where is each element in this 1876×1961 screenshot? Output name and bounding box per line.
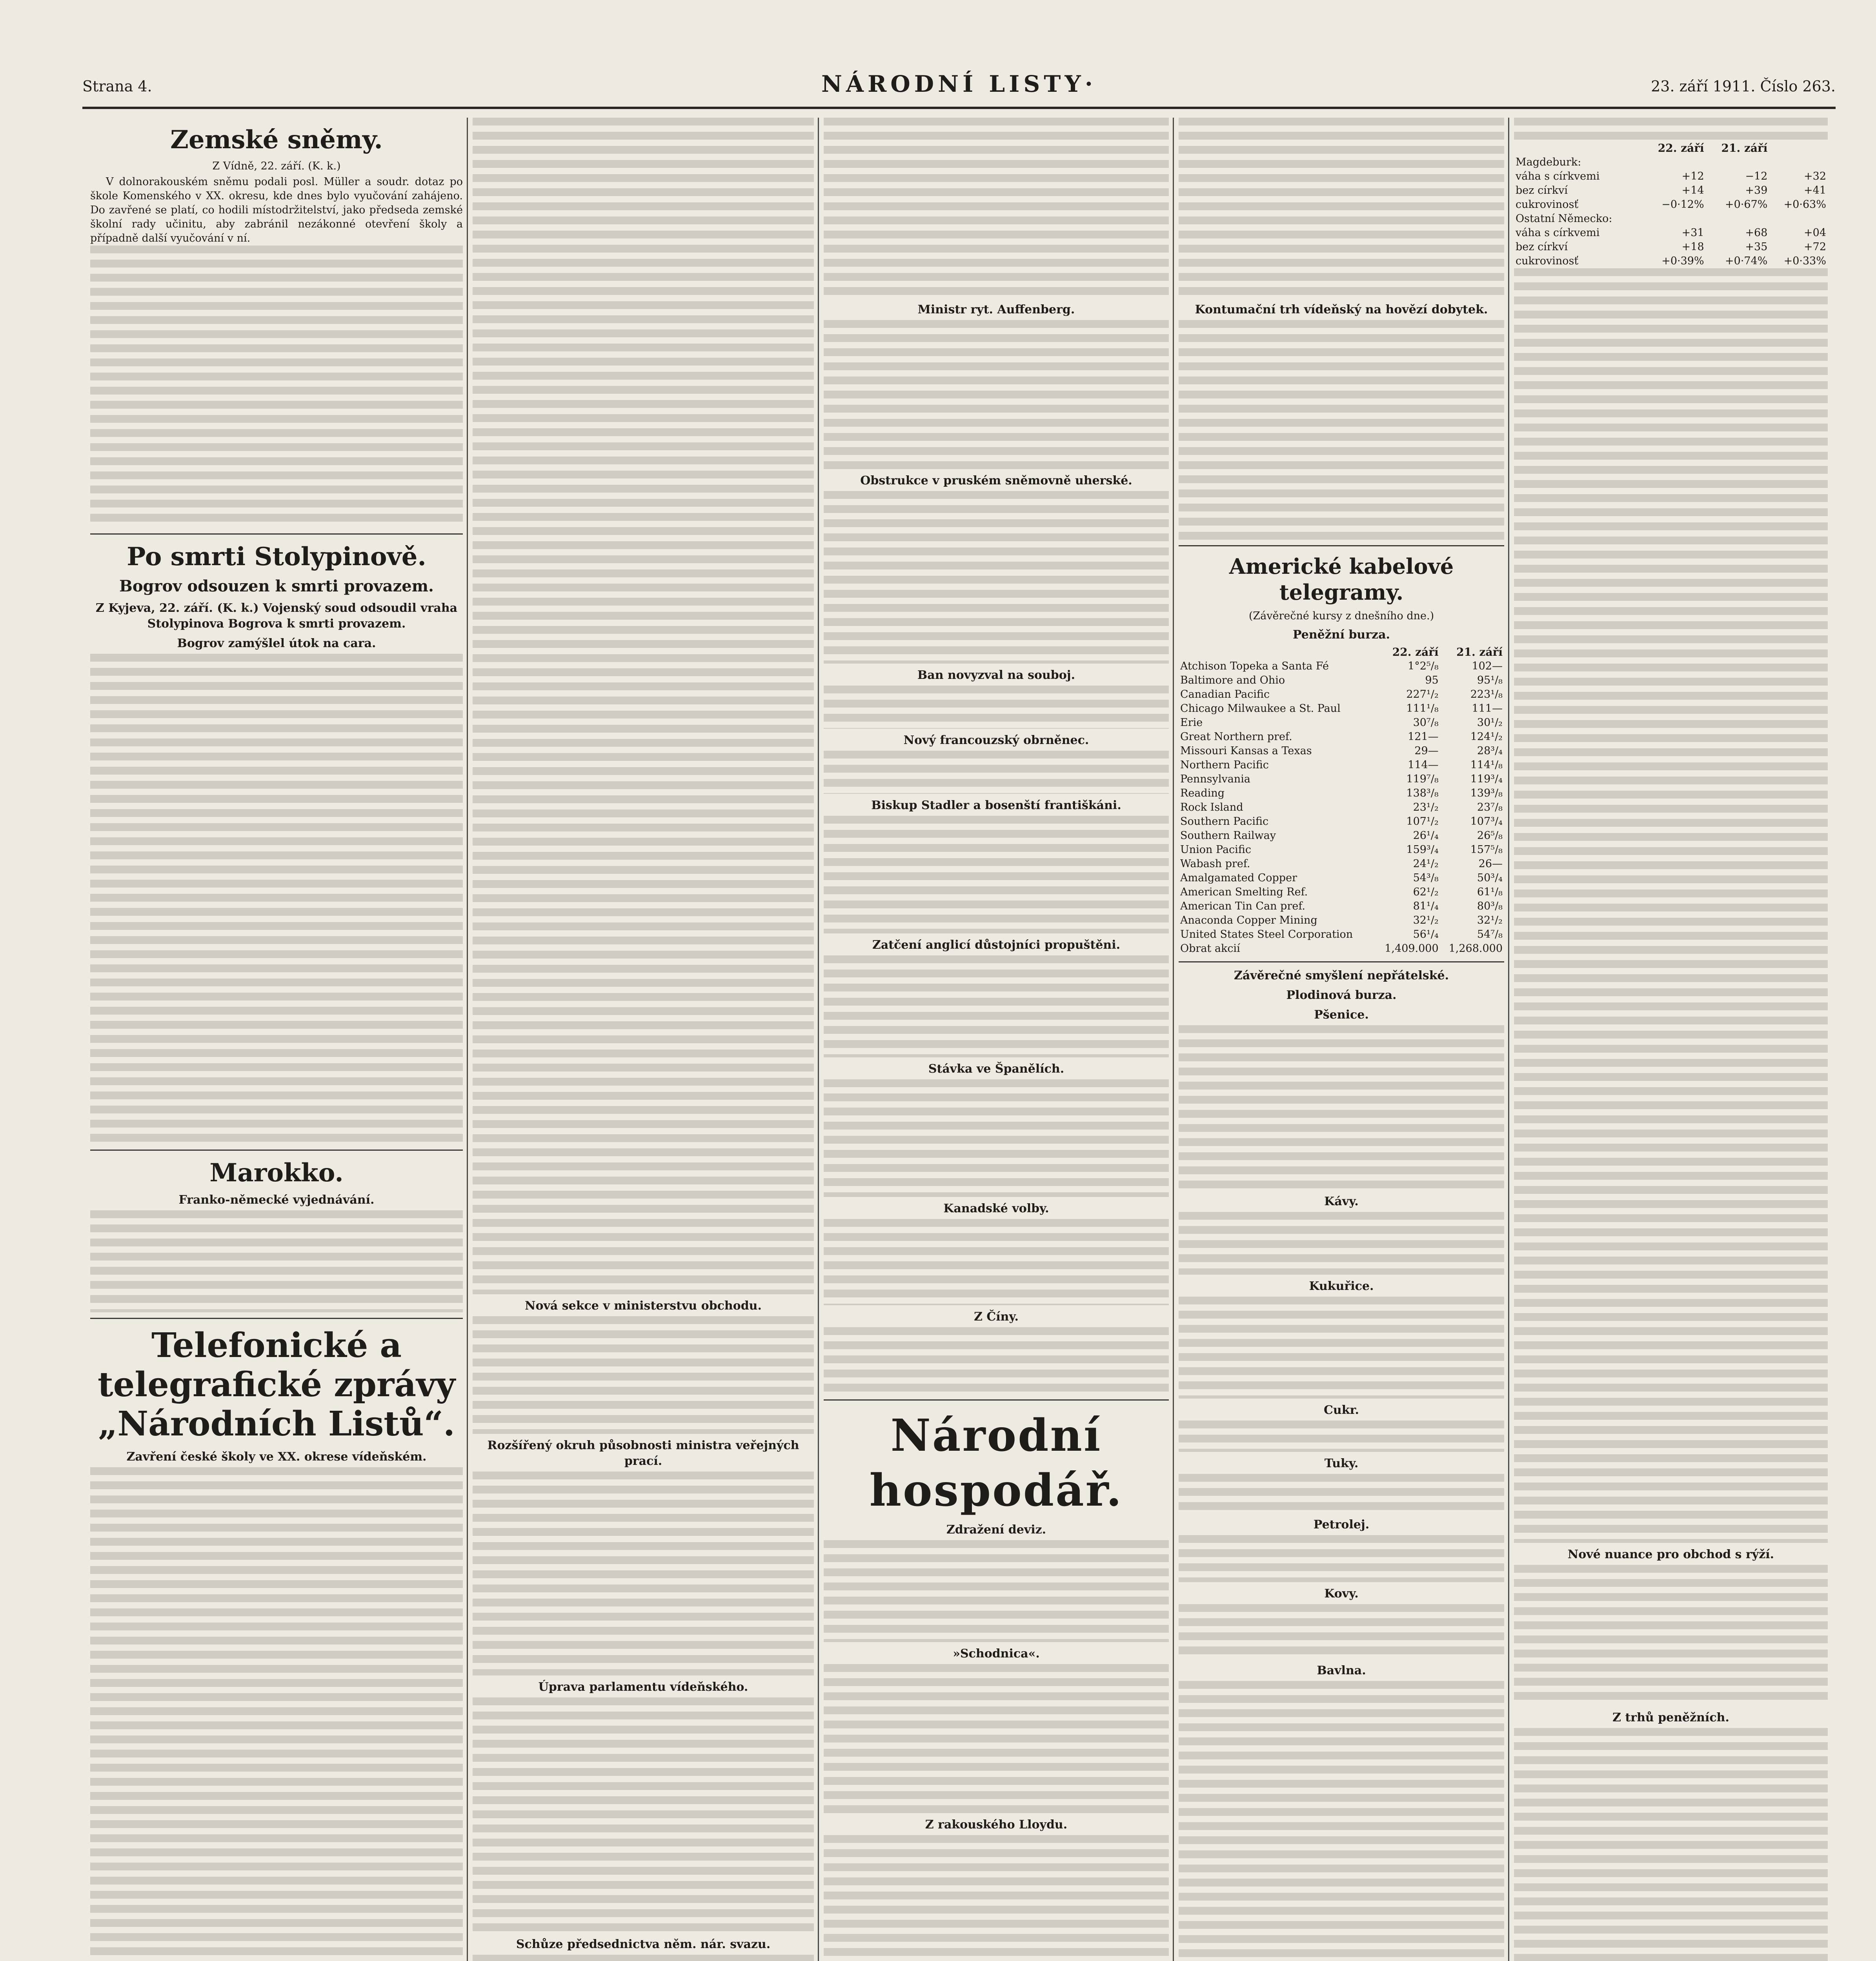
divider xyxy=(90,1318,463,1319)
subheadline: Bavlna. xyxy=(1317,1664,1366,1677)
table-row xyxy=(1179,885,1504,899)
subheadline: Závěrečné smyšlení nepřátelské. xyxy=(1234,969,1449,982)
value-cell xyxy=(1706,155,1769,169)
security-name-cell: Atchison Topeka a Santa Fé xyxy=(1180,660,1329,672)
value-cell xyxy=(1769,155,1828,169)
article-text-block xyxy=(1514,1565,1828,1706)
quote-cell: 124¹/₂ xyxy=(1470,731,1503,743)
subheadline: Rozšířený okruh působnosti ministra veřejných prací. xyxy=(487,1439,799,1468)
article-text-block xyxy=(473,1472,814,1675)
article-text-block xyxy=(824,1835,1169,1961)
security-name-cell: Anaconda Copper Mining xyxy=(1180,914,1317,926)
article-text-block xyxy=(473,1955,814,1961)
subheadline: Z rakouského Lloydu. xyxy=(925,1818,1068,1832)
article-text-block xyxy=(1179,320,1504,540)
table-header-cell xyxy=(1769,141,1828,155)
row-label-cell: váha s církvemi xyxy=(1516,227,1600,239)
quote-cell: 23⁷/₈ xyxy=(1477,801,1503,813)
security-name-cell: Wabash pref. xyxy=(1180,858,1250,870)
subheadline: Peněžní burza. xyxy=(1293,628,1390,642)
quote-cell: 227¹/₂ xyxy=(1406,688,1439,700)
article-text-block xyxy=(1179,1025,1504,1190)
security-name-cell: Northern Pacific xyxy=(1180,759,1269,771)
subheadline: Zdražení deviz. xyxy=(946,1523,1046,1537)
quote-cell: 114— xyxy=(1408,759,1439,771)
quote-cell: 29— xyxy=(1414,745,1439,757)
header-rule xyxy=(82,107,1836,109)
article-text-block xyxy=(1514,268,1828,1543)
quote-cell: 1°2⁵/₈ xyxy=(1408,660,1439,672)
quote-cell: 23¹/₂ xyxy=(1413,801,1439,813)
quote-cell: 107¹/₂ xyxy=(1406,815,1439,828)
value-cell xyxy=(1642,212,1706,226)
value-cell: +0·74% xyxy=(1725,255,1768,267)
subheadline: Schůze předsednictva něm. nár. svazu. xyxy=(516,1937,771,1951)
dateline: Z Vídně, 22. září. (K. k.) xyxy=(212,160,341,172)
table-row xyxy=(1179,829,1504,843)
article-text-block xyxy=(824,320,1169,469)
quote-cell: 54³/₈ xyxy=(1413,872,1439,884)
article-text-block xyxy=(824,491,1169,664)
quote-cell: 121— xyxy=(1408,731,1439,743)
divider xyxy=(824,1399,1169,1401)
quote-cell: 1,409.000 xyxy=(1385,942,1439,955)
security-name-cell: Baltimore and Ohio xyxy=(1180,674,1285,686)
table-row xyxy=(1179,857,1504,871)
row-label-cell: váha s církvemi xyxy=(1516,170,1600,182)
table-row xyxy=(1514,240,1828,254)
quote-cell: 111— xyxy=(1472,702,1503,715)
security-name-cell: Amalgamated Copper xyxy=(1180,872,1297,884)
table-row xyxy=(1179,702,1504,716)
page-number: Strana 4. xyxy=(82,78,152,95)
divider xyxy=(1179,961,1504,962)
table-row xyxy=(1514,198,1828,212)
article-text-block xyxy=(1179,1297,1504,1399)
table-row xyxy=(1179,744,1504,758)
table-body xyxy=(1179,659,1504,956)
article-text-block xyxy=(824,816,1169,933)
quote-cell: 26⁵/₈ xyxy=(1477,830,1503,842)
value-cell: +0·63% xyxy=(1783,198,1826,211)
article-text-block xyxy=(824,751,1169,794)
headline-po-smrti-stolypinove: Po smrti Stolypinově. xyxy=(127,542,426,571)
article-text-block xyxy=(90,654,463,1144)
article-text-block xyxy=(1179,1604,1504,1659)
quote-cell: 95 xyxy=(1425,674,1439,686)
quote-cell: 157⁵/₈ xyxy=(1470,844,1503,856)
table-row xyxy=(1179,758,1504,772)
article-text-block xyxy=(824,686,1169,729)
divider xyxy=(1179,545,1504,546)
column-1 xyxy=(90,118,463,1961)
column-rule xyxy=(467,118,468,1961)
masthead-title: NÁRODNÍ LISTY· xyxy=(821,71,1097,97)
column-2 xyxy=(473,118,814,1961)
table-row xyxy=(1179,800,1504,815)
quote-cell: 138³/₈ xyxy=(1406,787,1439,799)
column-rule xyxy=(1508,118,1509,1961)
row-label-cell: bez církví xyxy=(1516,184,1568,196)
security-name-cell: Reading xyxy=(1180,787,1225,799)
table-row xyxy=(1179,928,1504,942)
quote-cell: 159³/₄ xyxy=(1406,844,1439,856)
quote-cell: 81¹/₄ xyxy=(1413,900,1439,912)
table-body xyxy=(1514,155,1828,268)
subheadline: Bogrov odsouzen k smrti provazem. xyxy=(119,577,434,595)
divider xyxy=(90,1150,463,1151)
article-text-block xyxy=(1179,1681,1504,1961)
table-row xyxy=(1179,942,1504,956)
subheadline: Franko-německé vyjednávání. xyxy=(178,1193,375,1207)
value-cell: +35 xyxy=(1745,241,1768,253)
quote-cell: 54⁷/₈ xyxy=(1477,928,1503,940)
value-cell: +0·67% xyxy=(1725,198,1768,211)
article-text-block xyxy=(824,1079,1169,1197)
table-row xyxy=(1179,688,1504,702)
article-text-block xyxy=(90,1210,463,1312)
quote-cell: 80³/₈ xyxy=(1477,900,1503,912)
security-name-cell: Chicago Milwaukee a St. Paul xyxy=(1180,702,1341,715)
table-row xyxy=(1179,815,1504,829)
headline-telefonicke-zpravy: Telefonické a telegrafické zprávy „Národních Listů“. xyxy=(97,1326,456,1444)
value-cell: +39 xyxy=(1745,184,1768,196)
divider xyxy=(90,533,463,535)
article-text-block xyxy=(1514,1728,1828,1961)
subheadline: Zatčení anglicí důstojníci propuštěni. xyxy=(872,938,1121,952)
row-label-cell: Ostatní Německo: xyxy=(1516,213,1612,225)
row-label-cell: cukrovinosť xyxy=(1516,198,1579,211)
table-row xyxy=(1179,659,1504,673)
article-text-block xyxy=(473,1316,814,1434)
subheadline: Nové nuance pro obchod s rýží. xyxy=(1567,1548,1774,1561)
table-row xyxy=(1179,899,1504,913)
headline-americke-telegramy: Americké kabelové telegramy. xyxy=(1229,554,1454,605)
subheadline: Z trhů peněžních. xyxy=(1612,1711,1729,1725)
value-cell: −12 xyxy=(1745,170,1768,182)
subheadline: Kovy. xyxy=(1324,1587,1359,1601)
column-3 xyxy=(824,118,1169,1961)
subheadline: Úprava parlamentu vídeňského. xyxy=(538,1680,748,1694)
value-cell: +04 xyxy=(1804,227,1826,239)
security-name-cell: Obrat akcií xyxy=(1180,942,1240,955)
quote-cell: 1,268.000 xyxy=(1448,942,1503,955)
value-cell: +12 xyxy=(1681,170,1704,182)
subheadline: Obstrukce v pruském sněmovně uherské. xyxy=(860,474,1132,488)
quote-cell: 30¹/₂ xyxy=(1477,717,1503,729)
security-name-cell: Union Pacific xyxy=(1180,844,1251,856)
table-row xyxy=(1179,772,1504,786)
value-cell: +72 xyxy=(1804,241,1826,253)
table-header-cell xyxy=(1514,141,1642,155)
subheadline: Ministr ryt. Auffenberg. xyxy=(917,303,1075,317)
quote-cell: 56¹/₄ xyxy=(1413,928,1439,940)
quote-cell: 32¹/₂ xyxy=(1413,914,1439,926)
quote-cell: 24¹/₂ xyxy=(1413,858,1439,870)
table-row xyxy=(1179,871,1504,885)
sugar-beet-table xyxy=(1514,141,1828,268)
table-header-row xyxy=(1514,141,1828,155)
article-text-block xyxy=(90,1467,463,1961)
quote-cell: 111¹/₈ xyxy=(1406,702,1439,715)
security-name-cell: Rock Island xyxy=(1180,801,1243,813)
value-cell: +0·39% xyxy=(1661,255,1704,267)
headline-zemske-snemy: Zemské sněmy. xyxy=(170,125,383,155)
subheadline: Petrolej. xyxy=(1313,1518,1370,1532)
value-cell: +14 xyxy=(1681,184,1704,196)
security-name-cell: Canadian Pacific xyxy=(1180,688,1270,700)
value-cell: +32 xyxy=(1804,170,1826,182)
subheadline: Biskup Stadler a bosenští františkáni. xyxy=(871,799,1121,812)
table-row xyxy=(1179,913,1504,928)
table-row xyxy=(1514,226,1828,240)
value-cell xyxy=(1706,212,1769,226)
article-text-block xyxy=(473,1697,814,1933)
column-rule xyxy=(818,118,819,1961)
article-text-block xyxy=(824,955,1169,1057)
security-name-cell: Great Northern pref. xyxy=(1180,731,1292,743)
table-row xyxy=(1514,155,1828,169)
table-header-cell: 22. září xyxy=(1658,142,1704,155)
table-header-cell: 21. září xyxy=(1721,142,1768,155)
security-name-cell: Erie xyxy=(1180,717,1203,729)
security-name-cell: Missouri Kansas a Texas xyxy=(1180,745,1312,757)
subheadline: Kanadské volby. xyxy=(943,1202,1049,1215)
table-row xyxy=(1514,184,1828,198)
headline-marokko: Marokko. xyxy=(209,1158,344,1188)
article-text-block xyxy=(1179,1535,1504,1582)
security-name-cell: Southern Pacific xyxy=(1180,815,1269,828)
table-header-cell xyxy=(1179,645,1376,659)
table-row xyxy=(1514,169,1828,184)
article-text-block xyxy=(1514,118,1828,141)
quote-cell: 26¹/₄ xyxy=(1413,830,1439,842)
subheadline: Stávka ve Španělích. xyxy=(928,1062,1064,1076)
table-header-cell: 22. září xyxy=(1392,646,1439,659)
quote-cell: 95¹/₈ xyxy=(1477,674,1503,686)
column-5 xyxy=(1514,118,1828,1961)
row-label-cell: Magdeburk: xyxy=(1516,156,1581,168)
value-cell xyxy=(1642,155,1706,169)
table-row xyxy=(1179,716,1504,730)
quote-cell: 119³/₄ xyxy=(1470,773,1503,785)
security-name-cell: American Smelting Ref. xyxy=(1180,886,1308,898)
security-name-cell: American Tin Can pref. xyxy=(1180,900,1305,912)
subheadline: Kukuřice. xyxy=(1309,1279,1374,1293)
subheadline: Kávy. xyxy=(1324,1195,1359,1208)
dateline-bold: Z Kyjeva, 22. září. (K. k.) Vojenský soud odsoudil vraha Stolypinova Bogrova k smrti provazem. xyxy=(95,601,458,631)
value-cell: −0·12% xyxy=(1661,198,1704,211)
subheadline: Zavření české školy ve XX. okrese vídeňském. xyxy=(126,1450,427,1464)
page-header xyxy=(82,71,1836,102)
quote-cell: 32¹/₂ xyxy=(1477,914,1503,926)
value-cell: +41 xyxy=(1804,184,1826,196)
subheadline: Kontumační trh vídeňský na hovězí dobytek. xyxy=(1195,303,1488,317)
column-4 xyxy=(1179,118,1504,1961)
subheadline: Bogrov zamýšlel útok na cara. xyxy=(177,637,376,650)
article-text-block xyxy=(1179,118,1504,298)
subheadline: Tuky. xyxy=(1324,1457,1359,1470)
quote-cell: 50³/₄ xyxy=(1477,872,1503,884)
value-cell: +31 xyxy=(1681,227,1704,239)
value-cell xyxy=(1769,212,1828,226)
stock-quotes-table xyxy=(1179,645,1504,956)
table-header-cell: 21. září xyxy=(1456,646,1503,659)
quote-cell: 61¹/₈ xyxy=(1477,886,1503,898)
subheadline: (Závěrečné kursy z dnešního dne.) xyxy=(1248,610,1434,622)
subheadline: Plodinová burza. xyxy=(1286,988,1397,1002)
article-text: V dolnorakouském sněmu podali posl. Müller a soudr. dotaz po škole Komenského v XX. okresu, kde dnes bylo vyučování zahájeno. Do zavřené se platí, co hodili místodržitelství, jako předseda zemské školní rady učinitu, aby zabránil nezákonné otevření školy a případně další vyučování v ní. xyxy=(90,176,463,244)
quote-cell: 139³/₈ xyxy=(1470,787,1503,799)
row-label-cell: bez církví xyxy=(1516,241,1568,253)
quote-cell: 28³/₄ xyxy=(1477,745,1503,757)
article-text-block xyxy=(1179,1212,1504,1275)
article-text-block xyxy=(473,118,814,1294)
article-text-block xyxy=(824,118,1169,298)
subheadline: Nový francouzský obrněnec. xyxy=(903,733,1089,747)
article-text-block xyxy=(824,1219,1169,1305)
issue-date: 23. září 1911. Číslo 263. xyxy=(1651,78,1836,95)
quote-cell: 102— xyxy=(1472,660,1503,672)
table-row xyxy=(1514,254,1828,268)
table-row xyxy=(1179,673,1504,688)
section-banner-narodni-hospodar: Národní hospodář. xyxy=(869,1410,1123,1516)
table-row xyxy=(1179,786,1504,800)
quote-cell: 107³/₄ xyxy=(1470,815,1503,828)
subheadline: Cukr. xyxy=(1324,1403,1359,1417)
article-text-block xyxy=(1179,1474,1504,1513)
value-cell: +0·33% xyxy=(1783,255,1826,267)
row-label-cell: cukrovinosť xyxy=(1516,255,1579,267)
quote-cell: 114¹/₈ xyxy=(1470,759,1503,771)
quote-cell: 62¹/₂ xyxy=(1413,886,1439,898)
quote-cell: 223¹/₈ xyxy=(1470,688,1503,700)
table-header-row xyxy=(1179,645,1504,659)
table-row xyxy=(1514,212,1828,226)
article-text-block xyxy=(824,1327,1169,1394)
value-cell: +18 xyxy=(1681,241,1704,253)
subheadline: »Schodnica«. xyxy=(953,1647,1040,1661)
table-row xyxy=(1179,843,1504,857)
column-rule xyxy=(1173,118,1174,1961)
quote-cell: 119⁷/₈ xyxy=(1406,773,1439,785)
article-text-block xyxy=(1179,1421,1504,1452)
table-row xyxy=(1179,730,1504,744)
security-name-cell: Pennsylvania xyxy=(1180,773,1250,785)
value-cell: +68 xyxy=(1745,227,1768,239)
subheadline: Nová sekce v ministerstvu obchodu. xyxy=(525,1299,762,1313)
quote-cell: 26— xyxy=(1478,858,1503,870)
subheadline: Ban novyzval na souboj. xyxy=(917,668,1075,682)
security-name-cell: Southern Railway xyxy=(1180,830,1276,842)
article-text-block xyxy=(824,1664,1169,1813)
article-text-block xyxy=(90,246,463,528)
quote-cell: 30⁷/₈ xyxy=(1413,717,1439,729)
subheadline: Z Číny. xyxy=(974,1310,1019,1324)
article-text-block xyxy=(824,1540,1169,1642)
security-name-cell: United States Steel Corporation xyxy=(1180,928,1353,940)
subheadline: Pšenice. xyxy=(1314,1008,1369,1022)
